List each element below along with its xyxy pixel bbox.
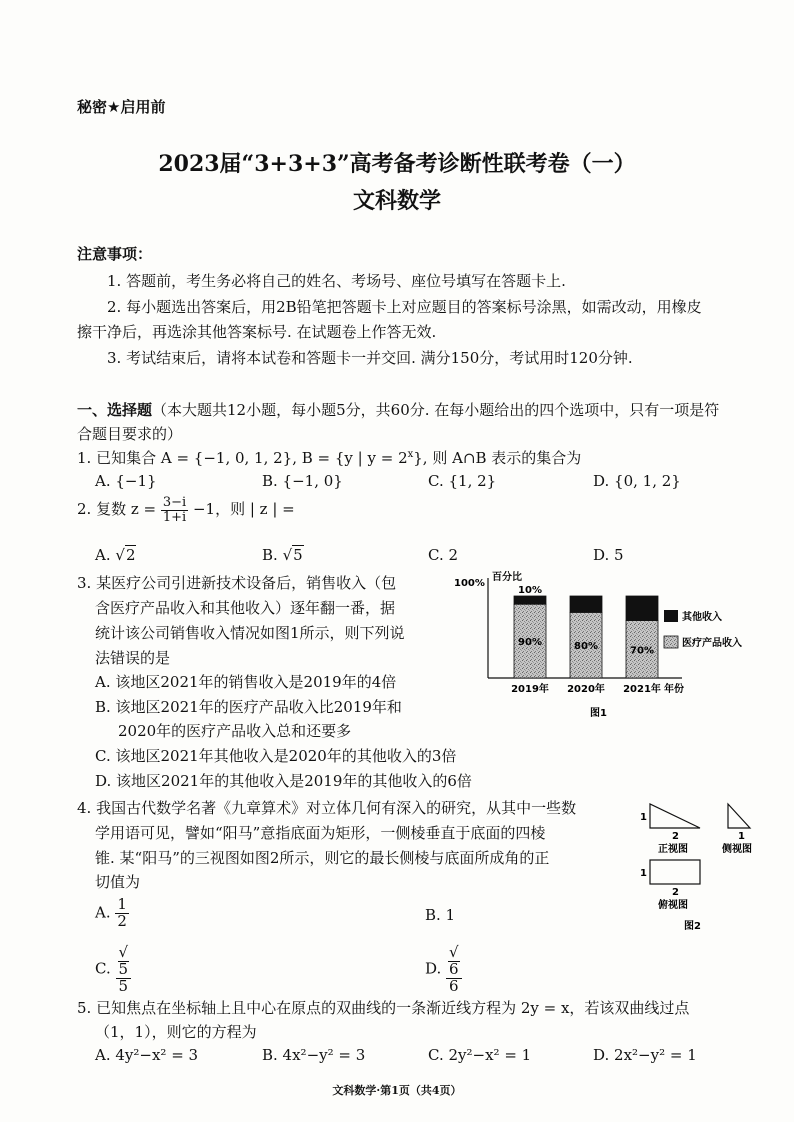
q1-stem-end: }, 则 A∩B 表示的集合为 — [413, 449, 582, 467]
q4-line-3: 锥. 某“阳马”的三视图如图2所示，则它的最长侧棱与底面所成角的正 — [95, 849, 550, 867]
q4-c-label: C. — [95, 959, 111, 978]
section-desc: （本大题共12小题，每小题5分，共60分. 在每小题给出的四个选项中，只有一项是符 — [152, 401, 720, 419]
legend-label-medical: 医疗产品收入 — [682, 638, 742, 649]
figure-2-caption: 图2 — [684, 921, 701, 932]
q4-d-den: 6 — [449, 976, 459, 995]
q2-numerator: 3−i — [162, 495, 187, 510]
q2-option-c: C. 2 — [428, 546, 459, 564]
chart-title: 百分比 — [492, 572, 522, 583]
bar-other-2021年 — [626, 596, 658, 621]
q2-suffix: −1，则 | z | = — [192, 500, 295, 519]
y-axis-top-label: 100% — [454, 578, 485, 589]
q4-option-b: B. 1 — [425, 906, 456, 924]
q2-option-b: B. √5 — [262, 546, 303, 564]
confidential-label: 秘密★启用前 — [77, 98, 166, 116]
q2-denominator: 1+i — [162, 509, 187, 525]
legend-swatch-other — [664, 610, 678, 622]
x-tick-2020年: 2020年 — [567, 684, 605, 695]
q1-option-b: B. {−1, 0} — [262, 472, 343, 490]
q4-a-fraction — [115, 897, 129, 930]
label-medical-2021年: 70% — [630, 645, 654, 657]
top-view-height: 1 — [640, 868, 647, 879]
q2-prefix: 2. 复数 z = — [77, 500, 157, 519]
q4-line-4: 切值为 — [95, 873, 141, 891]
front-view-height: 1 — [640, 812, 647, 823]
label-medical-2019年: 90% — [518, 637, 542, 649]
q1-option-d: D. {0, 1, 2} — [593, 472, 681, 490]
q4-a-num: 1 — [117, 895, 127, 913]
q4-line-1: 4. 我国古代数学名著《九章算术》对立体几何有深入的研究，从其中一些数 — [77, 799, 577, 817]
x-tick-2019年: 2019年 — [511, 684, 549, 695]
q1-stem-text: 1. 已知集合 A = {−1, 0, 1, 2}, B = {y | y = 2 — [77, 449, 408, 467]
q4-c-radicand: 5 — [118, 959, 129, 978]
bar-other-2019年 — [514, 596, 546, 604]
notes-item-2-cont: 擦干净后，再选涂其他答案标号. 在试题卷上作答无效. — [77, 323, 437, 341]
q4-d-fraction — [446, 945, 462, 994]
q4-c-num: √ 5 — [116, 945, 132, 979]
notes-item-2: 2. 每小题选出答案后，用2B铅笔把答题卡上对应题目的答案标号涂黑，如需改动，用橡皮 — [107, 298, 702, 316]
q1-option-c: C. {1, 2} — [428, 472, 497, 490]
q1-stem — [77, 447, 581, 468]
side-view-label: 侧视图 — [722, 844, 752, 855]
q5-line-2: （1，1），则它的方程为 — [95, 1023, 257, 1041]
q5-line-1: 5. 已知焦点在坐标轴上且中心在原点的双曲线的一条渐近线方程为 2y = x，若该双曲线过点 — [77, 999, 690, 1017]
top-view-width: 2 — [672, 887, 679, 898]
x-axis-label: 年份 — [664, 684, 684, 695]
notes-item-3: 3. 考试结束后，请将本试卷和答题卡一并交回. 满分150分，考试用时120分钟. — [107, 349, 633, 367]
q4-d-num: √ 6 — [446, 945, 462, 979]
q3-line-3: 统计该公司销售收入情况如图1所示，则下列说 — [95, 624, 405, 642]
q4-line-2: 学用语可见，譬如“阳马”意指底面为矩形，一侧棱垂直于底面的四棱 — [95, 824, 546, 842]
q3-option-b-cont: 2020年的医疗产品收入总和还要多 — [118, 722, 352, 740]
section-heading — [77, 399, 719, 420]
q4-c-den: 5 — [118, 976, 129, 995]
q2-stem — [77, 496, 295, 524]
q4-d-radicand: 6 — [449, 959, 459, 978]
side-view-width: 1 — [738, 831, 745, 842]
q3-option-d: D. 该地区2021年的其他收入是2019年的其他收入的6倍 — [95, 772, 472, 790]
top-view-rectangle — [650, 860, 700, 884]
notes-item-1: 1. 答题前，考生务必将自己的姓名、考场号、座位号填写在答题卡上. — [107, 272, 566, 290]
q3-line-2: 含医疗产品收入和其他收入）逐年翻一番，据 — [95, 599, 396, 617]
q2-b-label: B. — [262, 546, 278, 564]
top-view-label: 俯视图 — [658, 900, 688, 911]
label-medical-2020年: 80% — [574, 641, 598, 653]
bar-other-2020年 — [570, 596, 602, 612]
q5-option-b: B. 4x²−y² = 3 — [262, 1046, 366, 1064]
q4-a-den: 2 — [117, 911, 127, 930]
q4-d-label: D. — [425, 959, 442, 978]
q5-option-d: D. 2x²−y² = 1 — [593, 1046, 697, 1064]
q2-b-value: 5 — [293, 546, 303, 564]
q2-option-d: D. 5 — [593, 546, 624, 564]
legend-label-other: 其他收入 — [682, 612, 722, 623]
front-view-label: 正视图 — [658, 844, 688, 855]
front-view-triangle — [650, 804, 700, 828]
exam-title: 2023届“3+3+3”高考备考诊断性联考卷（一） — [158, 151, 636, 177]
q4-option-a — [95, 897, 129, 930]
q4-option-d — [425, 945, 462, 994]
front-view-width: 2 — [672, 831, 679, 842]
q1-exponent: x — [407, 449, 414, 460]
q5-option-c: C. 2y²−x² = 1 — [428, 1046, 532, 1064]
figure-2-three-views — [636, 792, 786, 934]
page-footer: 文科数学·第1页（共4页） — [332, 1084, 462, 1097]
q2-fraction — [161, 496, 188, 524]
exam-subject: 文科数学 — [352, 188, 441, 214]
section-title: 一、选择题 — [77, 401, 153, 419]
legend-swatch-medical — [664, 636, 678, 648]
side-view-triangle — [728, 804, 750, 828]
q4-a-label: A. — [95, 903, 111, 922]
figure-1-chart — [450, 568, 770, 723]
q3-line-1: 3. 某医疗公司引进新技术设备后，销售收入（包 — [77, 574, 397, 592]
q2-option-a: A. √2 — [95, 546, 136, 564]
q4-option-c — [95, 945, 131, 994]
q3-option-c: C. 该地区2021年其他收入是2020年的其他收入的3倍 — [95, 747, 457, 765]
notes-heading: 注意事项： — [77, 245, 153, 263]
q3-line-4: 法错误的是 — [95, 649, 171, 667]
q2-a-value: 2 — [125, 546, 136, 564]
q3-option-b: B. 该地区2021年的医疗产品收入比2019年和 — [95, 698, 402, 716]
section-desc-cont: 合题目要求的） — [77, 425, 183, 443]
figure-1-caption: 图1 — [590, 708, 607, 719]
q4-c-fraction — [116, 945, 132, 994]
label-other-2019年: 10% — [518, 585, 542, 596]
q5-option-a: A. 4y²−x² = 3 — [95, 1046, 199, 1064]
q3-option-a: A. 该地区2021年的销售收入是2019年的4倍 — [95, 673, 397, 691]
q1-option-a: A. {−1} — [95, 472, 157, 490]
q2-a-label: A. — [95, 546, 111, 564]
x-tick-2021年: 2021年 — [623, 684, 661, 695]
